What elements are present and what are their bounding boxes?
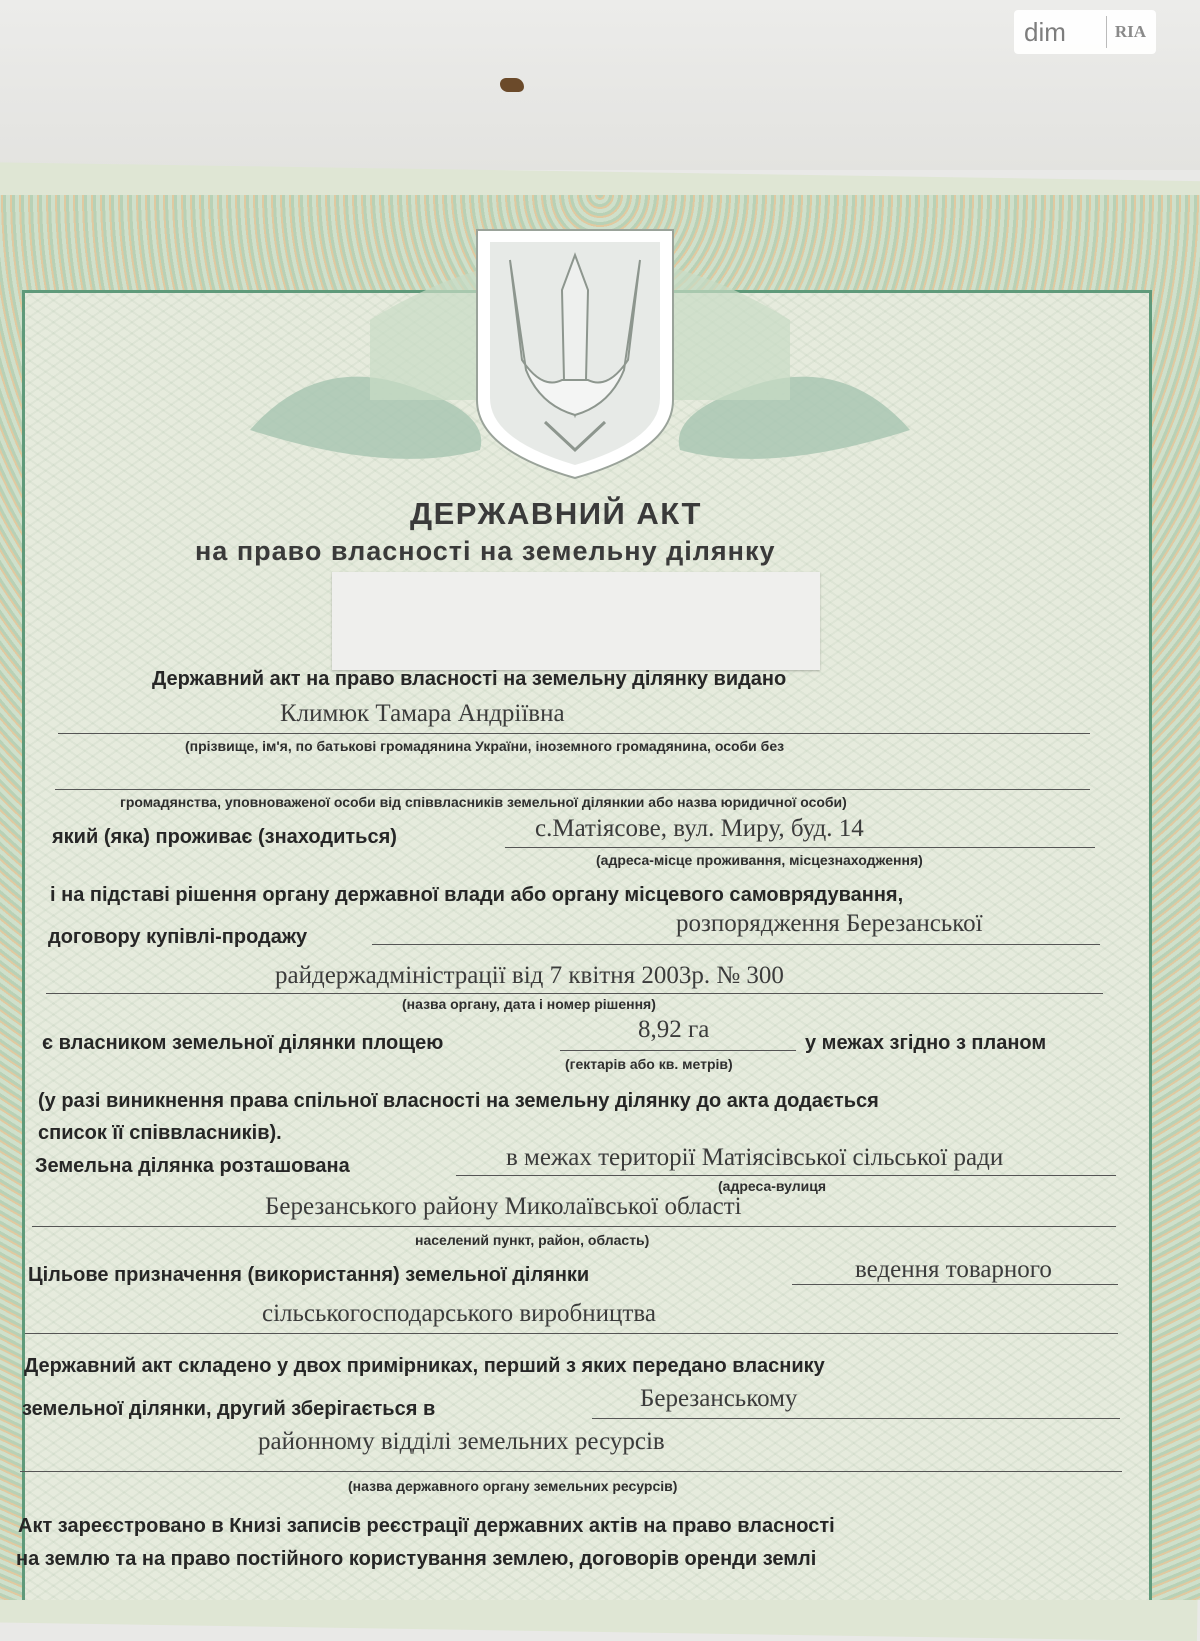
watermark-text-dim: dim [1024, 16, 1066, 47]
purpose-line-2 [25, 1333, 1118, 1334]
owner-line [58, 733, 1090, 734]
area-hint: (гектарів або кв. метрів) [565, 1056, 733, 1072]
area-label: є власником земельної ділянки площею [42, 1032, 444, 1054]
copies-value-1: Березанському [640, 1385, 798, 1412]
location-line-1 [456, 1175, 1116, 1176]
copies-value-2: районному відділі земельних ресурсів [258, 1428, 665, 1455]
basis-label-1: і на підставі рішення органу державної влади або органу місцевого самоврядування, [50, 884, 904, 906]
location-hint-1: (адреса-вулиця [718, 1178, 827, 1194]
location-value-2: Березанського району Миколаївської області [265, 1193, 742, 1220]
copies-label-1: Державний акт складено у двох примірниках, перший з яких передано власнику [24, 1355, 825, 1377]
redaction-sticker [332, 572, 820, 670]
registry-line-2: на землю та на право постійного користування землею, договорів оренди землі [16, 1548, 817, 1570]
residence-hint: (адреса-місце проживання, місцезнаходження) [596, 852, 923, 868]
document-title: ДЕРЖАВНИЙ АКТ [410, 496, 702, 531]
basis-hint: (назва органу, дата і номер рішення) [402, 996, 656, 1012]
location-hint-2: населений пункт, район, область) [415, 1232, 650, 1248]
copies-hint: (назва державного органу земельних ресурсів) [348, 1478, 678, 1494]
purpose-value-1: ведення товарного [855, 1256, 1052, 1283]
owner-line-2 [55, 789, 1090, 790]
purpose-value-2: сільськогосподарського виробництва [262, 1300, 656, 1327]
area-value: 8,92 га [638, 1016, 710, 1043]
basis-value-1: розпорядження Березанської [676, 910, 983, 937]
owner-hint-1: (прізвище, ім'я, по батькові громадянина України, іноземного громадянина, особи без [185, 738, 785, 754]
purpose-line-1 [792, 1284, 1118, 1285]
purpose-label: Цільове призначення (використання) земельної ділянки [28, 1264, 590, 1286]
residence-line [505, 847, 1095, 848]
area-suffix: у межах згідно з планом [805, 1032, 1047, 1054]
basis-line-1 [372, 944, 1100, 945]
residence-value: с.Матіясове, вул. Миру, буд. 14 [535, 815, 864, 842]
location-line-2 [32, 1226, 1116, 1227]
location-label: Земельна ділянка розташована [35, 1155, 350, 1177]
basis-line-2 [46, 993, 1103, 994]
copies-line-2 [20, 1471, 1122, 1472]
document-subtitle: на право власності на земельну ділянку [195, 536, 776, 566]
area-line [560, 1050, 796, 1051]
watermark-text-ria: RIA [1106, 16, 1146, 48]
copies-line-1 [592, 1418, 1120, 1419]
copies-label-2: земельної ділянки, другий зберігається в [22, 1398, 436, 1420]
watermark-logo [1014, 10, 1156, 54]
issued-label: Державний акт на право власності на земельну ділянку видано [152, 668, 787, 690]
joint-note-2: список її співвласників). [38, 1122, 282, 1144]
basis-value-2: райдержадміністрації від 7 квітня 2003р. № 300 [275, 962, 784, 989]
location-value-1: в межах території Матіясівської сільської ради [506, 1144, 1004, 1171]
residence-label: який (яка) проживає (знаходиться) [52, 826, 397, 848]
owner-hint-2: громадянства, уповноваженої особи від співвласників земельної ділянкии або назва юридичної особи) [120, 794, 847, 810]
registry-line-1: Акт зареєстровано в Книзі записів реєстрації державних актів на право власності [18, 1515, 835, 1537]
basis-label-2: договору купівлі-продажу [48, 926, 308, 948]
owner-name: Климюк Тамара Андріївна [280, 700, 565, 727]
joint-note-1: (у разі виникнення права спільної власності на земельну ділянку до акта додається [38, 1090, 879, 1112]
